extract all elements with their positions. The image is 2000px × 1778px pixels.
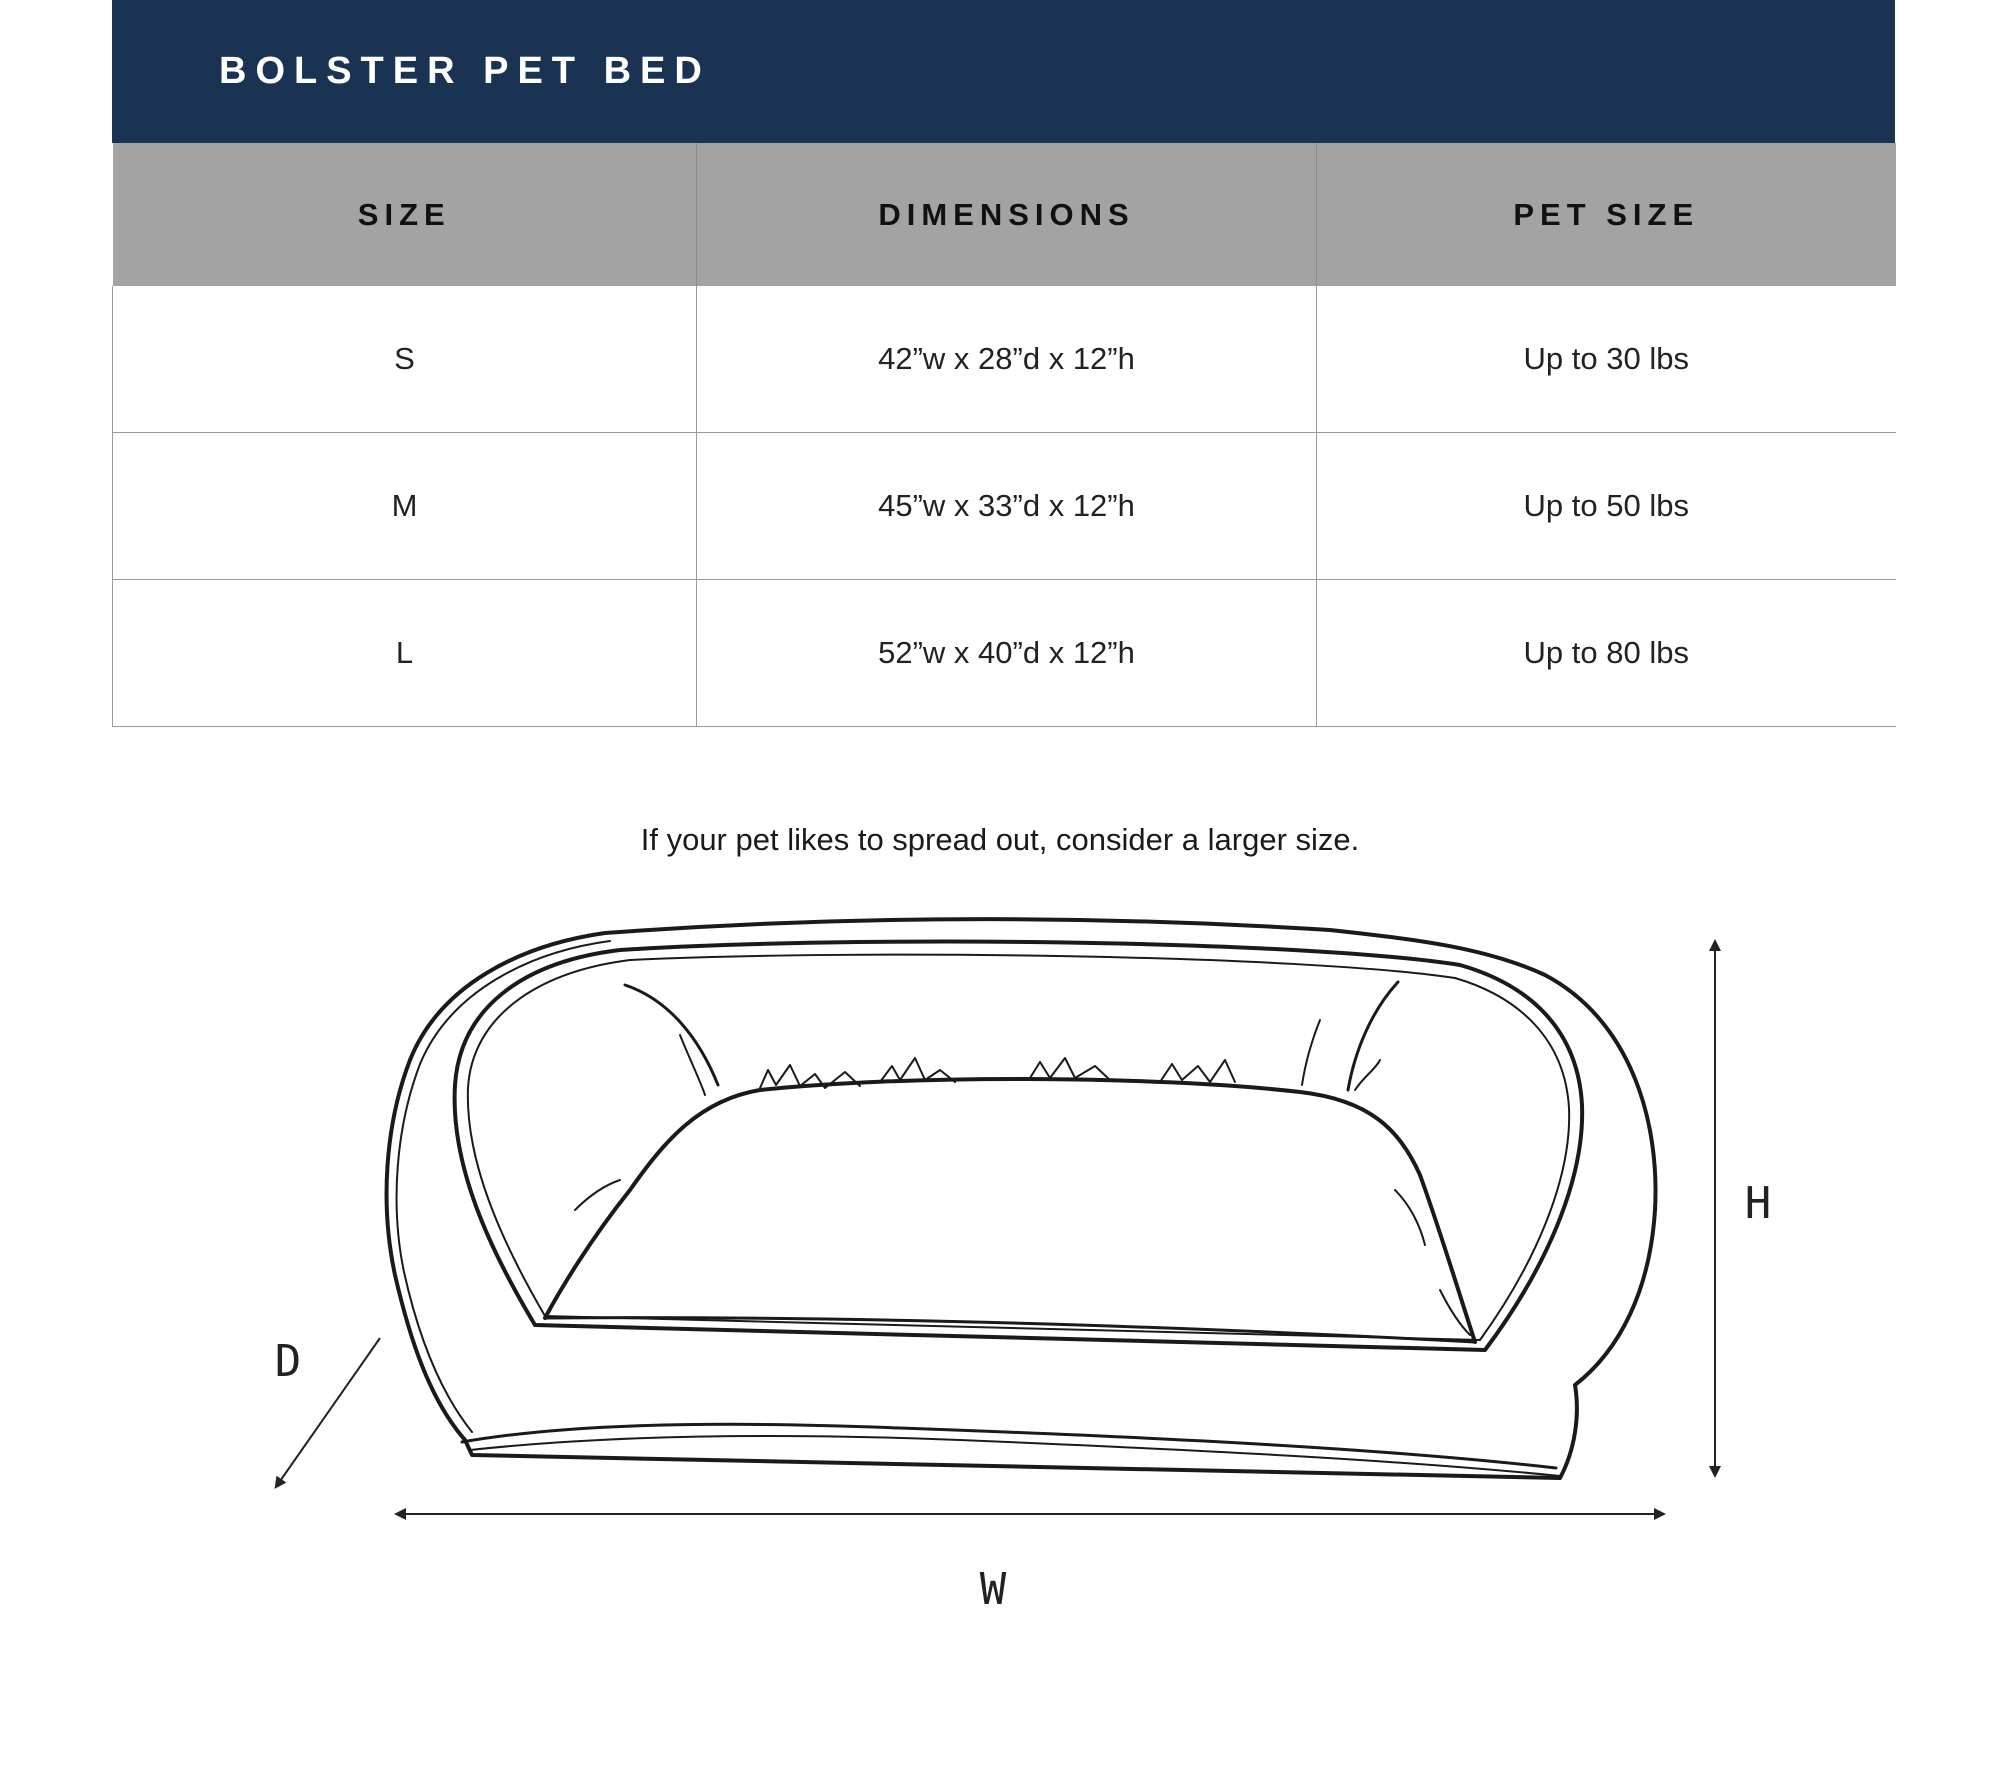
fur-wisp <box>1348 982 1398 1090</box>
size-chart <box>112 0 1895 727</box>
title-bar <box>112 0 1895 143</box>
width-label: W <box>979 1564 1007 1615</box>
fur-wisp <box>575 1180 620 1210</box>
fur-wisp <box>1160 1060 1235 1082</box>
cell-size: M <box>113 433 697 580</box>
fur-wisp <box>1355 1060 1380 1090</box>
cell-dimensions: 52”w x 40”d x 12”h <box>697 580 1317 727</box>
column-header-dimensions: DIMENSIONS <box>697 143 1317 286</box>
bed-cushion <box>545 1079 1475 1342</box>
size-table <box>112 143 1896 727</box>
column-header-pet-size: PET SIZE <box>1317 143 1896 286</box>
cell-dimensions: 45”w x 33”d x 12”h <box>697 433 1317 580</box>
fur-wisp <box>1395 1190 1425 1245</box>
size-note: If your pet likes to spread out, consider a larger size. <box>640 822 1360 857</box>
bed-base-line-sketch <box>470 1436 1560 1476</box>
bed-outer-outline <box>387 919 1656 1478</box>
bed-outer-outline-sketch <box>397 941 610 1432</box>
table-row <box>113 433 1896 580</box>
fur-wisp <box>625 985 718 1085</box>
column-header-size: SIZE <box>113 143 697 286</box>
table-row <box>113 286 1896 433</box>
fur-wisp <box>1030 1058 1110 1080</box>
page-title: BOLSTER PET BED <box>219 50 711 92</box>
bed-inner-rim <box>455 942 1583 1350</box>
cell-pet-size: Up to 30 lbs <box>1317 286 1896 433</box>
table-header-row <box>113 143 1896 286</box>
table-row <box>113 580 1896 727</box>
cell-dimensions: 42”w x 28”d x 12”h <box>697 286 1317 433</box>
cell-pet-size: Up to 80 lbs <box>1317 580 1896 727</box>
bed-illustration <box>387 919 1656 1478</box>
height-label: H <box>1744 1178 1772 1229</box>
cell-pet-size: Up to 50 lbs <box>1317 433 1896 580</box>
cell-size: L <box>113 580 697 727</box>
fur-wisp <box>680 1035 705 1095</box>
fur-wisp <box>1302 1020 1320 1085</box>
cell-size: S <box>113 286 697 433</box>
depth-label: D <box>274 1336 302 1387</box>
bed-diagram <box>0 880 2000 1720</box>
